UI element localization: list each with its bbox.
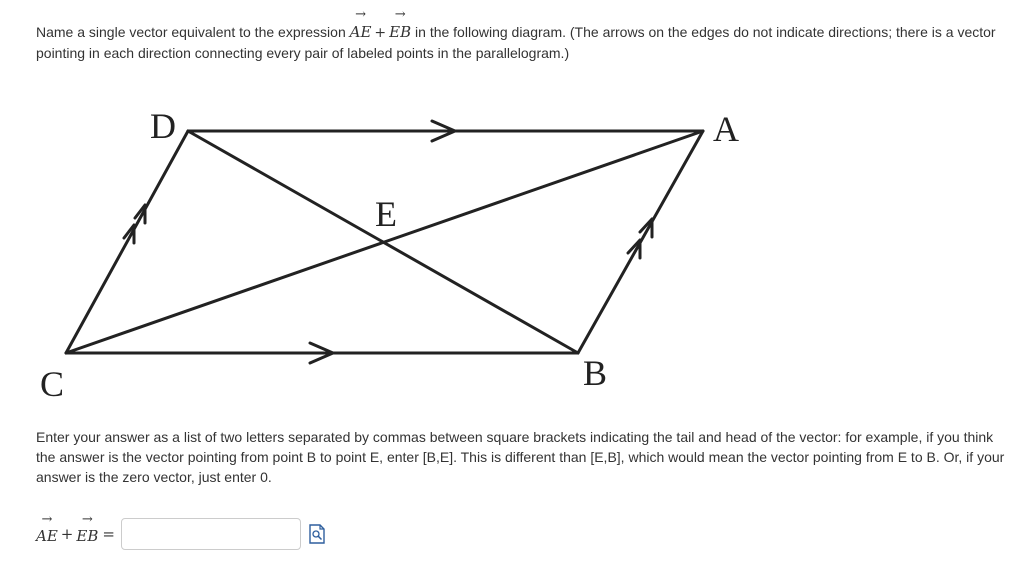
vector-arrow-icon: → [355,7,366,22]
edge-arrow-cd-icon-1 [124,225,134,243]
label-b: B [583,353,608,393]
answer-plus-sign: + [60,525,74,543]
vector-eb [389,7,412,42]
edge-ba [578,131,703,353]
edge-cd [66,131,188,353]
document-preview-icon[interactable] [309,524,325,544]
equals-sign: = [102,525,115,543]
answer-vector-ae-label: AE [36,527,58,545]
vector-ae-label: AE [349,23,372,41]
edge-arrow-cd-icon-2 [135,205,145,223]
label-a: A [713,109,739,149]
plus-sign: + [374,25,387,41]
edge-arrow-ba-icon-2 [640,219,652,237]
edge-arrow-ba-icon-1 [628,240,640,258]
edge-arrow-cb-icon [310,343,333,363]
vector-arrow-icon: → [81,512,93,527]
vector-eb-label: EB [389,23,412,41]
question-prompt [36,7,1016,63]
label-d: D [150,106,176,146]
answer-vector-eb [76,512,99,545]
answer-vector-ae [36,512,58,545]
answer-input[interactable] [121,518,301,550]
label-c: C [40,364,65,404]
vector-ae [349,7,372,42]
answer-vector-eb-label: EB [76,527,99,545]
diagonal-db [188,131,578,353]
answer-row [36,514,325,554]
vector-arrow-icon: → [41,512,53,527]
answer-instructions: Enter your answer as a list of two letters separated by commas between square brackets indicating the tail and head of the vector: for example, if you think the answer is the vector pointing from point B to point E, enter [B,E]. This is different than [E,B], which would mean the vector pointing from E to B. Or, if your answer is the zero vector, just enter 0. [36,429,1005,485]
question-text-after: in the following diagram. (The arrows on the edges do not indicate directions; there is a vector pointing in each direction connecting every pair of labeled points in the parallelogram.) [36,24,996,61]
diagonal-ca [66,131,703,353]
vector-arrow-icon: → [394,7,406,22]
label-e: E [375,194,397,234]
edge-arrow-da-icon [432,121,455,141]
question-text-before: Name a single vector equivalent to the expression [36,24,346,40]
answer-expression [36,512,121,545]
